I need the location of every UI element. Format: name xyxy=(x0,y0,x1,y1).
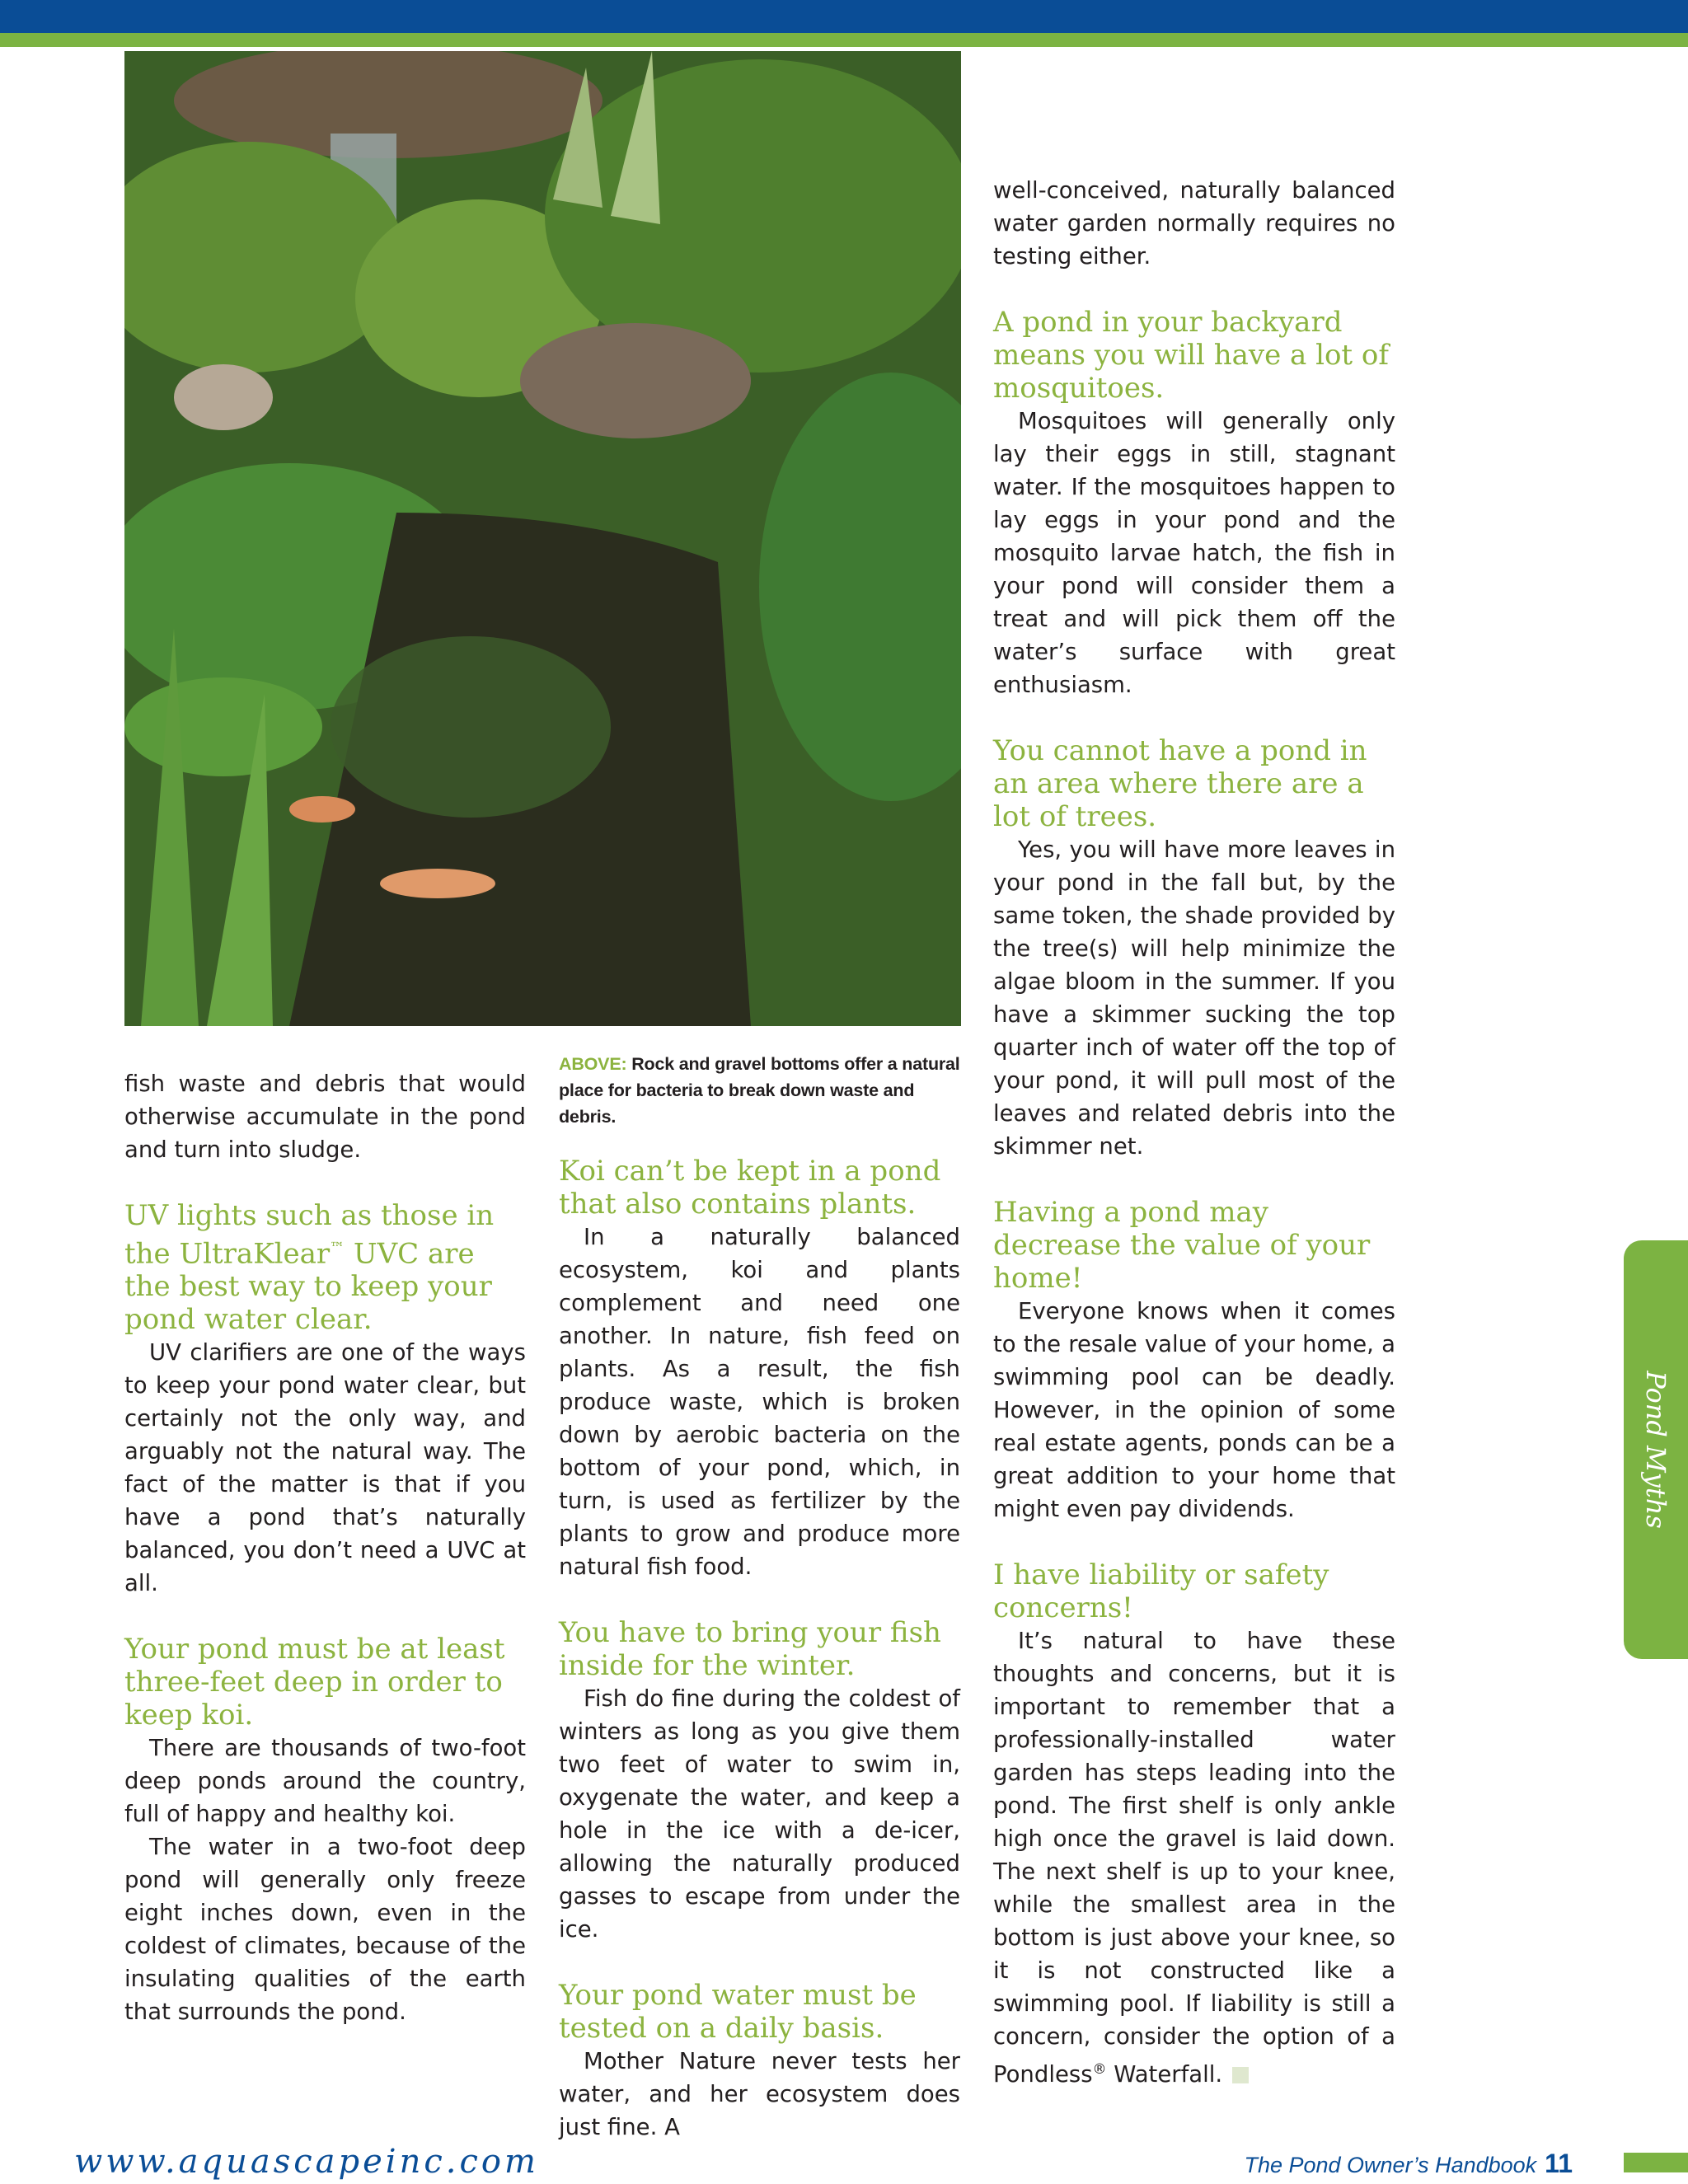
heading-uv-lights-part2: UVC are the best way to keep your pond water clear. xyxy=(124,1237,492,1337)
paragraph-liability xyxy=(993,1624,1395,2091)
caption-text: Rock and gravel bottoms offer a natural place for bacteria to break down waste and debris. xyxy=(559,1054,960,1127)
paragraph-uv-lights: UV clarifiers are one of the ways to keep your pond water clear, but certainly not the only way, and arguably not the natural way. The fact of the matter is that if you have a pond that’s naturally balanced, you don’t need a UVC at all. xyxy=(124,1339,526,1597)
caption-lead: ABOVE: xyxy=(559,1054,627,1074)
col1-intro-paragraph: fish waste and debris that would otherwise accumulate in the pond and turn into sludge. xyxy=(124,1071,526,1163)
paragraph-koi-plants: In a naturally balanced ecosystem, koi and plants complement and need one another. In nature, fish feed on plants. As a result, the fish produce waste, which is broken down by aerobic bacteria on the bottom of your pond, which, in turn, is used as fertilizer by the plants to grow and produce more natural fish food. xyxy=(559,1224,960,1580)
footer-publication xyxy=(1244,2149,1573,2179)
heading-fish-winter: You have to bring your fish inside for the winter. xyxy=(559,1616,941,1682)
footer-website-url: www.aquascapeinc.com xyxy=(74,2143,539,2181)
end-of-article-mark xyxy=(1232,2067,1249,2083)
paragraph-liability-end: Waterfall. xyxy=(1106,2061,1223,2088)
column-2 xyxy=(559,1051,960,2144)
column-1 xyxy=(124,1067,526,2028)
section-side-tab xyxy=(1624,1240,1688,1659)
heading-daily-testing: Your pond water must be tested on a daily basis. xyxy=(559,1979,917,2045)
heading-uv-lights xyxy=(124,1199,526,1336)
paragraph-freeze-depth: The water in a two-foot deep pond will generally only freeze eight inches down, even in the coldest of climates, because of the insulating qualities of the earth that surrounds the pond. xyxy=(124,1834,526,2026)
paragraph-liability-text: It’s natural to have these thoughts and concerns, but it is important to remember that a professionally-installed water garden has steps leading into the pond. The first shelf is only ankle high once the gravel is laid down. The next shelf is up to your knee, while the smallest area in the bottom is just above your knee, so it is not constructed like a swimming pool. If liability is still a concern, consider the option of a Pondless xyxy=(993,1628,1395,2088)
trademark-mark: ™ xyxy=(330,1240,345,1257)
paragraph-trees: Yes, you will have more leaves in your pond in the fall but, by the same token, the shade provided by the tree(s) will help minimize the algae bloom in the summer. If you have a skimmer sucking the top quarter inch of water off the top of your pond, it will pull most of the leaves and related debris into the skimmer net. xyxy=(993,837,1395,1160)
paragraph-daily-testing: Mother Nature never tests her water, and her ecosystem does just fine. A xyxy=(559,2048,960,2140)
pond-photo-illustration xyxy=(124,51,961,1026)
registered-mark: ® xyxy=(1092,2061,1107,2078)
column-3 xyxy=(993,174,1395,2091)
paragraph-fish-winter: Fish do fine during the coldest of winters as long as you give them two feet of water to swim in, oxygenate the water, and keep a hole in the ice with a de-icer, allowing the naturally produced gasses to escape from under the ice. xyxy=(559,1685,960,1943)
paragraph-testing-continued: well-conceived, naturally balanced water garden normally requires no testing either. xyxy=(993,177,1395,269)
heading-liability: I have liability or safety concerns! xyxy=(993,1558,1329,1624)
section-side-tab-label: Pond Myths xyxy=(1640,1371,1672,1529)
pond-photo xyxy=(124,51,961,1026)
footer-green-bar xyxy=(1624,2153,1688,2172)
paragraph-mosquitoes: Mosquitoes will generally only lay their eggs in still, stagnant water. If the mosquitoes happen to lay eggs in your pond and the mosquito larvae hatch, the fish in your pond will consider them a treat and will pick them off the water’s surface with great enthusiasm. xyxy=(993,408,1395,698)
photo-caption xyxy=(559,1051,960,1130)
page-number: 11 xyxy=(1545,2149,1573,2178)
top-green-band xyxy=(0,33,1688,47)
heading-home-value: Having a pond may decrease the value of your home! xyxy=(993,1196,1371,1295)
heading-three-feet-deep: Your pond must be at least three-feet deep in order to keep koi. xyxy=(124,1633,505,1732)
heading-koi-plants: Koi can’t be kept in a pond that also contains plants. xyxy=(559,1155,941,1221)
heading-uv-lights-part1: UV lights such as those in the UltraKlear xyxy=(124,1199,495,1271)
paragraph-two-foot-ponds: There are thousands of two-foot deep ponds around the country, full of happy and healthy koi. xyxy=(124,1735,526,1828)
heading-mosquitoes: A pond in your backyard means you will have a lot of mosquitoes. xyxy=(993,306,1389,405)
footer-publication-title: The Pond Owner’s Handbook xyxy=(1244,2153,1537,2177)
paragraph-home-value: Everyone knows when it comes to the resale value of your home, a swimming pool can be deadly. However, in the opinion of some real estate agents, ponds can be a great addition to your home that might even pay dividends. xyxy=(993,1298,1395,1522)
top-blue-band xyxy=(0,0,1688,33)
heading-trees: You cannot have a pond in an area where there are a lot of trees. xyxy=(993,734,1367,833)
